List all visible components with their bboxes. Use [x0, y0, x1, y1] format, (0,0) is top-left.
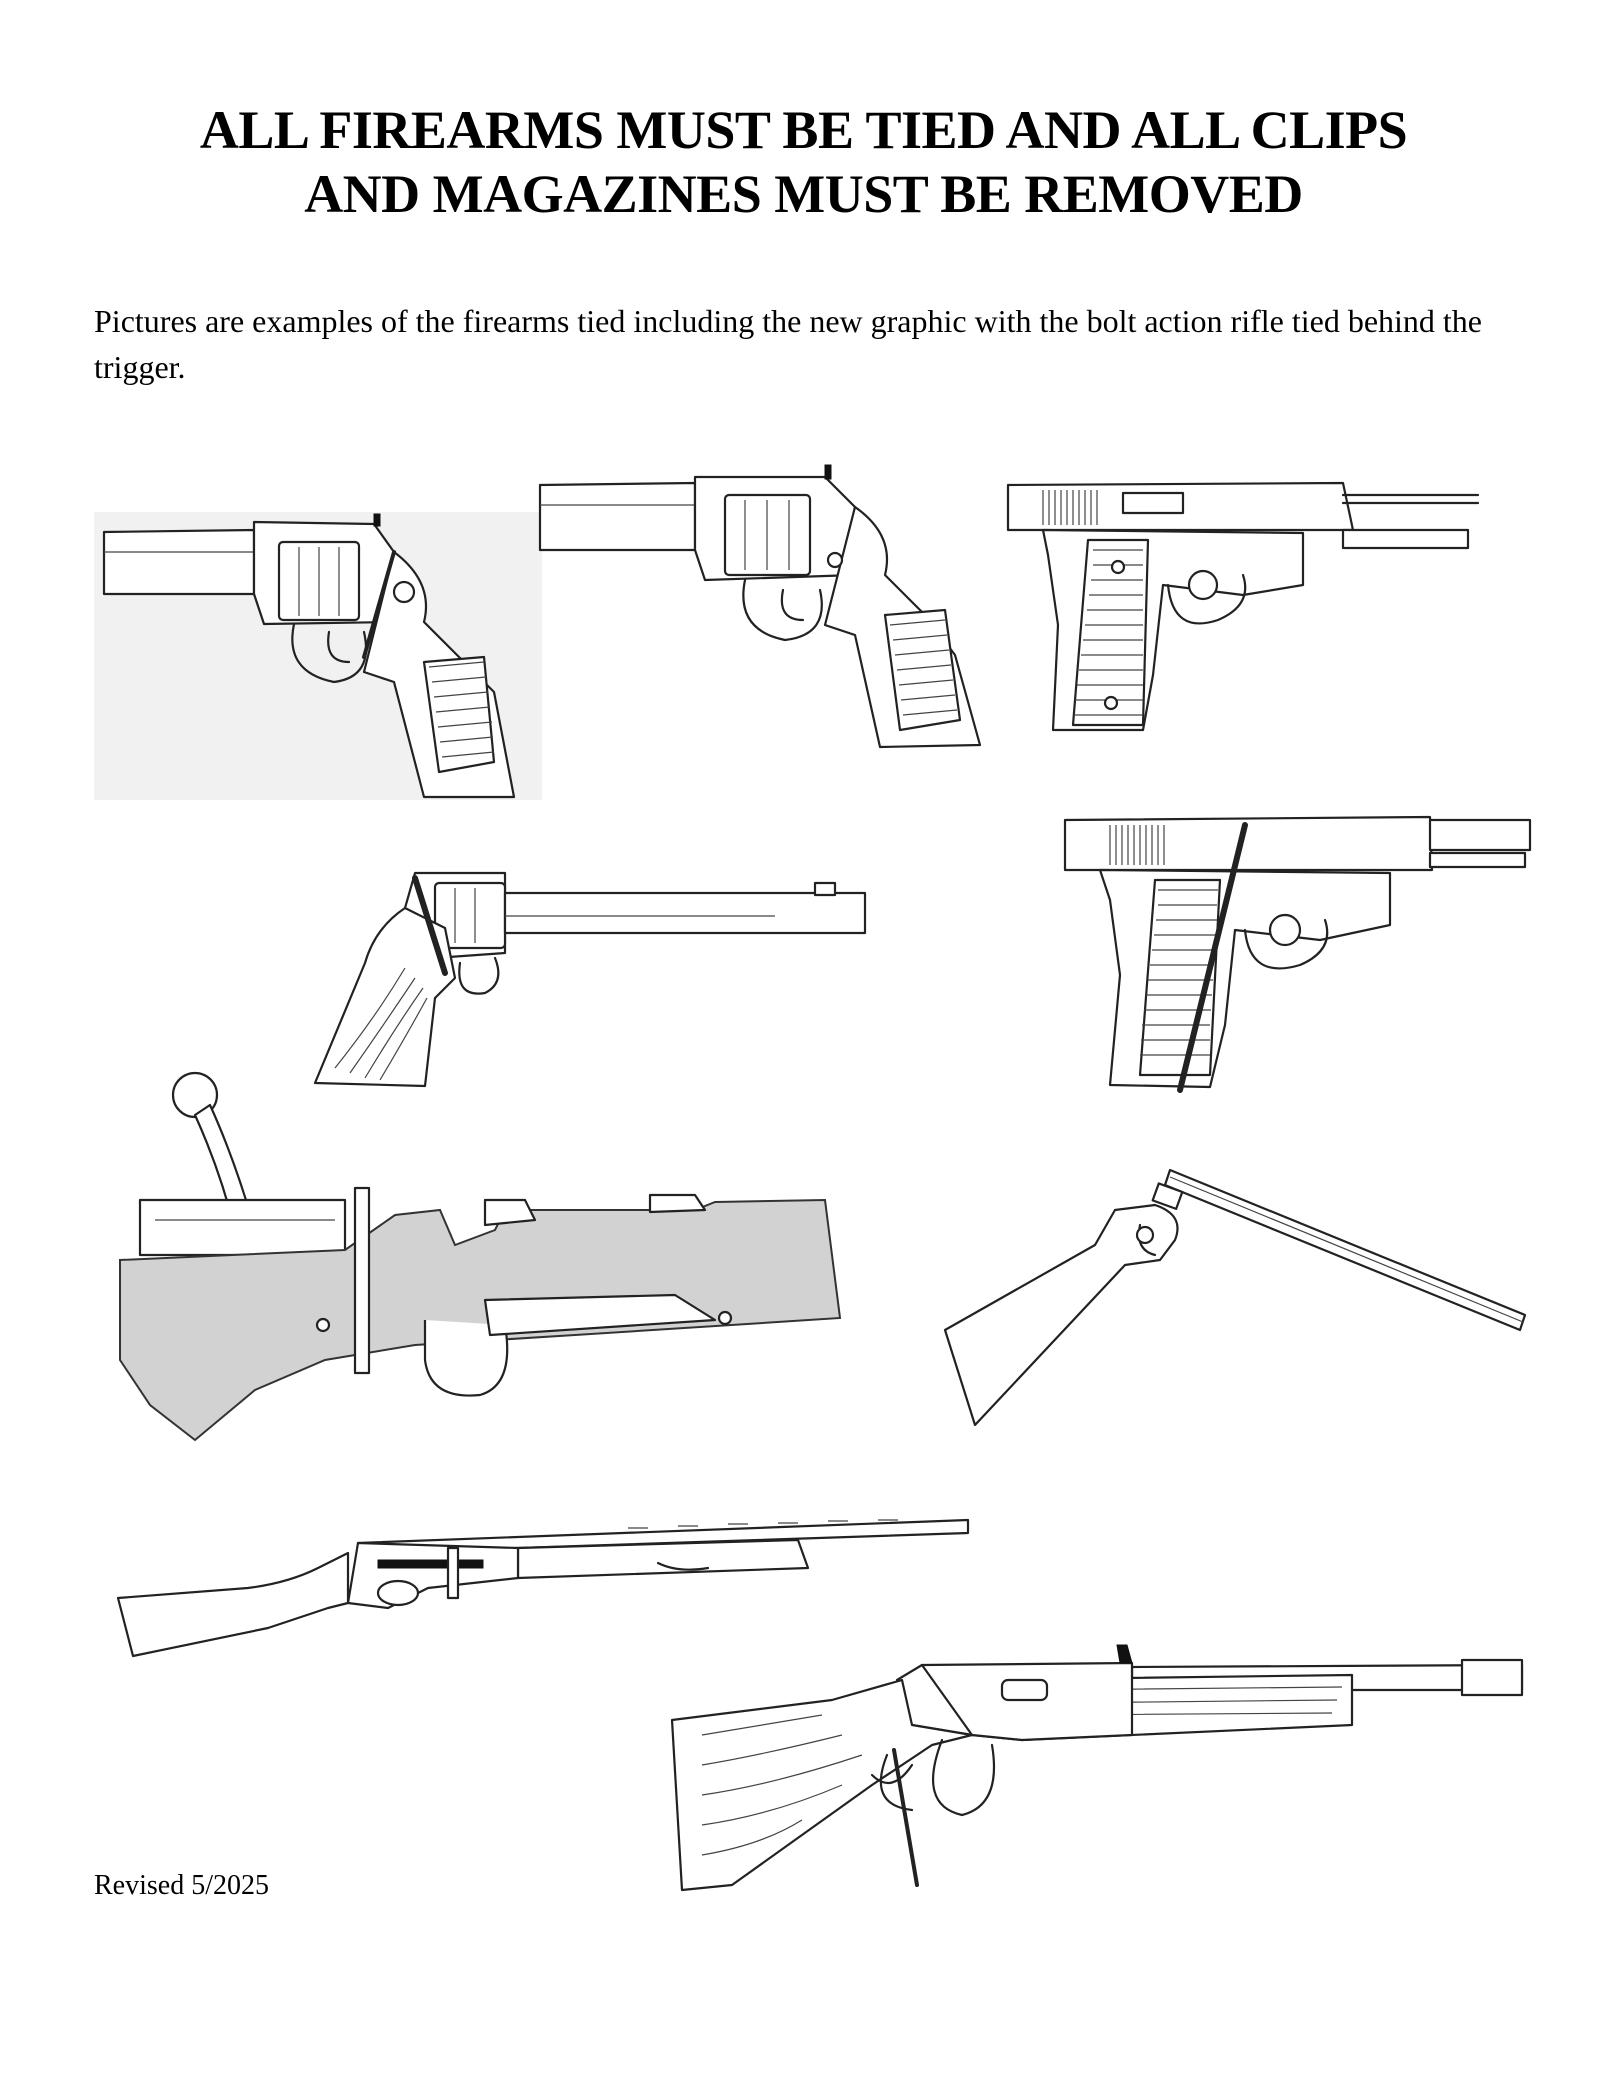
pump-shotgun-tied-icon — [118, 1508, 973, 1658]
revolver-tied-icon — [94, 512, 542, 800]
revision-date: Revised 5/2025 — [94, 1870, 269, 1901]
title-line-1: ALL FIREARMS MUST BE TIED AND ALL CLIPS — [199, 100, 1408, 160]
pistol-tied-icon — [1060, 805, 1540, 1093]
page-title — [0, 98, 1607, 226]
bolt-action-rifle-tied-icon — [95, 1060, 847, 1445]
intro-paragraph: Pictures are examples of the firearms tied including the new graphic with the bolt action rifle tied behind the trigger. — [94, 303, 1482, 385]
title-line-2: AND MAGAZINES MUST BE REMOVED — [304, 164, 1303, 224]
pistol-slide-open-icon — [1003, 475, 1483, 737]
break-action-shotgun-open-icon — [945, 1165, 1525, 1430]
revolver-tied-icon — [535, 465, 995, 750]
lever-action-rifle-tied-icon — [672, 1645, 1532, 1895]
